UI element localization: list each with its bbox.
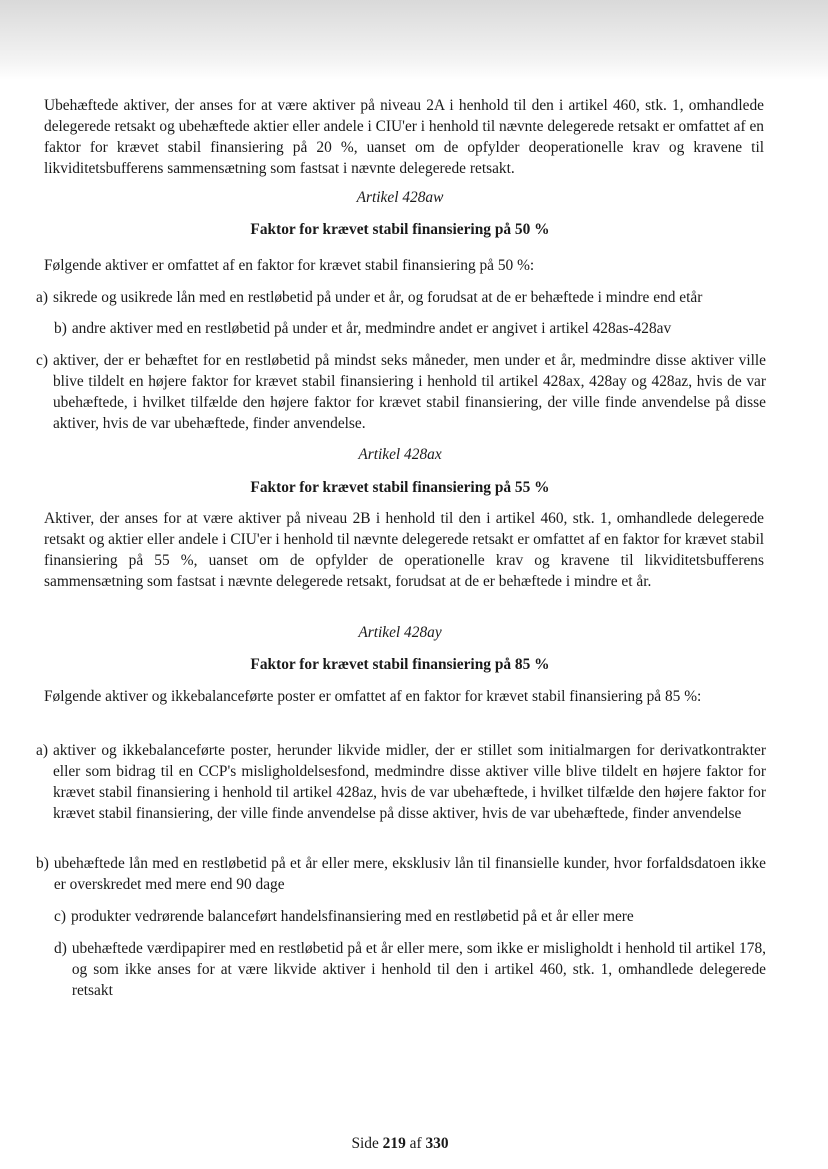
article-title-428ax: Faktor for krævet stabil finansiering på 55 % <box>250 479 550 496</box>
list-item-428ay-c <box>54 906 766 927</box>
list-marker: c) <box>54 908 66 925</box>
list-marker: b) <box>36 855 49 872</box>
list-item-text: aktiver, der er behæftet for en restløbetid på mindst seks måneder, men under et år, medmindre disse aktiver ville blive tildelt en højere faktor for krævet stabil finansiering i henhold til artikel 428ax, 428ay og 428az, hvis de var ubehæftede, i hvilket tilfælde den højere faktor for krævet stabil finansiering, der ville finde anvendelse på disse aktiver, hvis de var ubehæftede, finder anvendelse. <box>52 352 766 432</box>
list-item-428ay-b <box>36 853 766 895</box>
article-number-428ay: Artikel 428ay <box>358 624 442 641</box>
footer-separator: af <box>409 1135 422 1152</box>
list-item-428aw-a <box>36 287 766 308</box>
list-item-text: ubehæftede lån med en restløbetid på et år eller mere, eksklusiv lån til finansielle kunder, hvor forfaldsdatoen ikke er overskredet med mere end 90 dage <box>53 855 766 893</box>
list-marker: c) <box>36 352 48 369</box>
footer-page-number: 219 <box>382 1135 406 1152</box>
list-item-text: produkter vedrørende balanceført handelsfinansiering med en restløbetid på et år eller mere <box>70 908 634 925</box>
list-item-text: andre aktiver med en restløbetid på under et år, medmindre andet er angivet i artikel 428as-428av <box>71 320 672 337</box>
list-item-428ay-a <box>36 740 766 824</box>
list-item-428aw-c <box>36 350 766 434</box>
list-item-428aw-b <box>54 318 766 339</box>
list-item-428ay-d <box>54 938 766 1001</box>
list-item-text: aktiver og ikkebalanceførte poster, herunder likvide midler, der er stillet som initialmargen for derivatkontrakter eller som bidrag til en CCP's misligholdelsesfond, medmindre disse aktiver ville blive tildelt en højere faktor for krævet stabil finansiering i henhold til artikel 428az, hvis de var ubehæftede, i hvilket tilfælde den højere faktor for krævet stabil finansiering, der ville finde anvendelse på disse aktiver, hvis de var ubehæftede, finder anvendelse <box>52 742 766 822</box>
paragraph-428av-end: Ubehæftede aktiver, der anses for at være aktiver på niveau 2A i henhold til den i artikel 460, stk. 1, omhandlede delegerede retsakt og ubehæftede aktier eller andele i CIU'er i henhold til nævnte delegerede retsakt er omfattet af en faktor for krævet stabil finansiering på 20 %, uanset om de opfylder deoperationelle krav og kravene til likviditetsbufferens sammensætning som fastsat i nævnte delegerede retsakt. <box>44 97 764 177</box>
article-number-428aw: Artikel 428aw <box>356 189 444 206</box>
footer-page-total: 330 <box>425 1135 449 1152</box>
article-title-428aw: Faktor for krævet stabil finansiering på 50 % <box>250 221 550 238</box>
footer-prefix: Side <box>351 1135 379 1152</box>
intro-428aw: Følgende aktiver er omfattet af en faktor for krævet stabil finansiering på 50 %: <box>44 257 535 274</box>
article-number-428ax: Artikel 428ax <box>358 446 442 463</box>
list-marker: a) <box>36 742 48 759</box>
intro-428ay: Følgende aktiver og ikkebalanceførte poster er omfattet af en faktor for krævet stabil finansiering på 85 %: <box>44 688 702 705</box>
page-footer <box>0 1133 800 1154</box>
list-item-text: ubehæftede værdipapirer med en restløbetid på et år eller mere, som ikke er misligholdt i henhold til artikel 178, og som ikke anses for at være likvide aktiver i henhold til den i artikel 460, stk. 1, omhandlede delegerede retsakt <box>71 940 766 999</box>
list-marker: d) <box>54 940 67 957</box>
list-item-text: sikrede og usikrede lån med en restløbetid på under et år, og forudsat at de er behæftede i mindre end etår <box>52 289 703 306</box>
paragraph-428ax: Aktiver, der anses for at være aktiver på niveau 2B i henhold til den i artikel 460, stk. 1, omhandlede delegerede retsakt og aktier eller andele i CIU'er i henhold til nævnte delegerede retsakt er omfattet af en faktor for krævet stabil finansiering på 55 %, uanset om de opfylder de operationelle krav og kravene til likviditetsbufferens sammensætning som fastsat i nævnte delegerede retsakt, forudsat at de er behæftede i mindre et år. <box>44 510 764 590</box>
article-title-428ay: Faktor for krævet stabil finansiering på 85 % <box>250 656 550 673</box>
list-marker: b) <box>54 320 67 337</box>
list-marker: a) <box>36 289 48 306</box>
